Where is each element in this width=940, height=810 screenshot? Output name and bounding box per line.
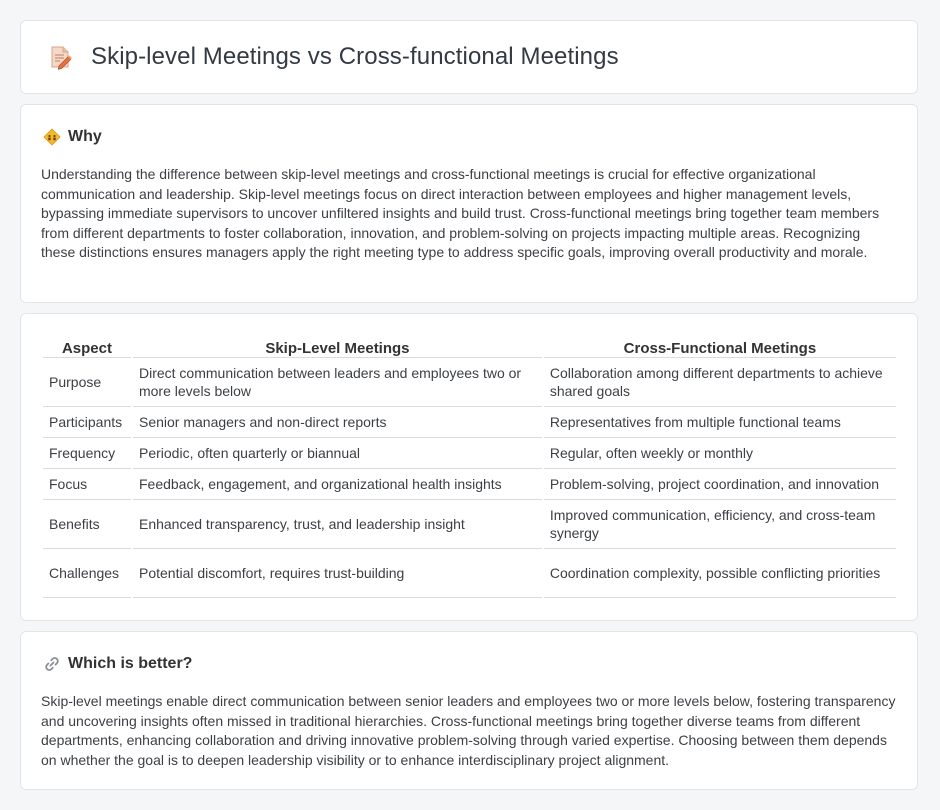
table-cell-cross-functional: Collaboration among different departments to achieve shared goals xyxy=(544,358,896,407)
table-cell-skip-level: Senior managers and non-direct reports xyxy=(133,407,542,438)
which-is-better-title: Which is better? xyxy=(68,655,193,672)
why-title: Why xyxy=(68,128,102,145)
table-cell-skip-level: Direct communication between leaders and employees two or more levels below xyxy=(133,358,542,407)
header-card xyxy=(20,20,918,94)
document-pencil-icon xyxy=(47,44,73,70)
table-cell-skip-level: Potential discomfort, requires trust-building xyxy=(133,549,542,598)
table-row xyxy=(43,549,896,598)
table-row xyxy=(43,358,896,407)
column-header-aspect: Aspect xyxy=(43,336,131,358)
which-is-better-card xyxy=(20,631,918,790)
table-cell-aspect: Purpose xyxy=(43,358,131,407)
why-card xyxy=(20,104,918,303)
table-cell-skip-level: Feedback, engagement, and organizational health insights xyxy=(133,469,542,500)
which-is-better-heading xyxy=(43,654,917,674)
table-cell-cross-functional: Coordination complexity, possible conflicting priorities xyxy=(544,549,896,598)
comparison-table xyxy=(41,336,898,598)
table-cell-aspect: Frequency xyxy=(43,438,131,469)
table-row xyxy=(43,407,896,438)
table-cell-aspect: Participants xyxy=(43,407,131,438)
table-cell-cross-functional: Problem-solving, project coordination, and innovation xyxy=(544,469,896,500)
table-cell-cross-functional: Representatives from multiple functional teams xyxy=(544,407,896,438)
diamond-warning-icon xyxy=(43,128,61,146)
table-cell-cross-functional: Improved communication, efficiency, and cross-team synergy xyxy=(544,500,896,549)
which-is-better-text: Skip-level meetings enable direct communication between senior leaders and employees two or more levels below, fostering transparency and uncovering insights often missed in traditional hierarchies. Cross-functional meetings bring together diverse teams from different departments, enhancing collaboration and driving innovative problem-solving through varied expertise. Choosing between them depends on whether the goal is to deepen leadership visibility or to enhance interdisciplinary project alignment. xyxy=(41,693,896,768)
link-icon xyxy=(43,655,61,673)
table-row xyxy=(43,469,896,500)
table-cell-aspect: Focus xyxy=(43,469,131,500)
column-header-skip-level: Skip-Level Meetings xyxy=(133,336,542,358)
table-cell-aspect: Challenges xyxy=(43,549,131,598)
table-cell-skip-level: Enhanced transparency, trust, and leadership insight xyxy=(133,500,542,549)
table-cell-cross-functional: Regular, often weekly or monthly xyxy=(544,438,896,469)
comparison-card xyxy=(20,313,918,621)
column-header-cross-functional: Cross-Functional Meetings xyxy=(544,336,896,358)
table-header-row xyxy=(43,336,896,358)
why-text: Understanding the difference between skip-level meetings and cross-functional meetings is crucial for effective organizational communication and leadership. Skip-level meetings focus on direct interaction between employees and higher management levels, bypassing immediate supervisors to uncover unfiltered insights and build trust. Cross-functional meetings bring together team members from different departments to foster collaboration, innovation, and problem-solving on projects impacting multiple areas. Recognizing these distinctions ensures managers apply the right meeting type to address specific goals, improving overall productivity and morale. xyxy=(41,166,880,261)
title-row xyxy=(21,21,917,93)
why-heading xyxy=(43,127,917,147)
table-row xyxy=(43,500,896,549)
table-row xyxy=(43,438,896,469)
page-title: Skip-level Meetings vs Cross-functional Meetings xyxy=(91,43,619,70)
table-cell-skip-level: Periodic, often quarterly or biannual xyxy=(133,438,542,469)
table-cell-aspect: Benefits xyxy=(43,500,131,549)
